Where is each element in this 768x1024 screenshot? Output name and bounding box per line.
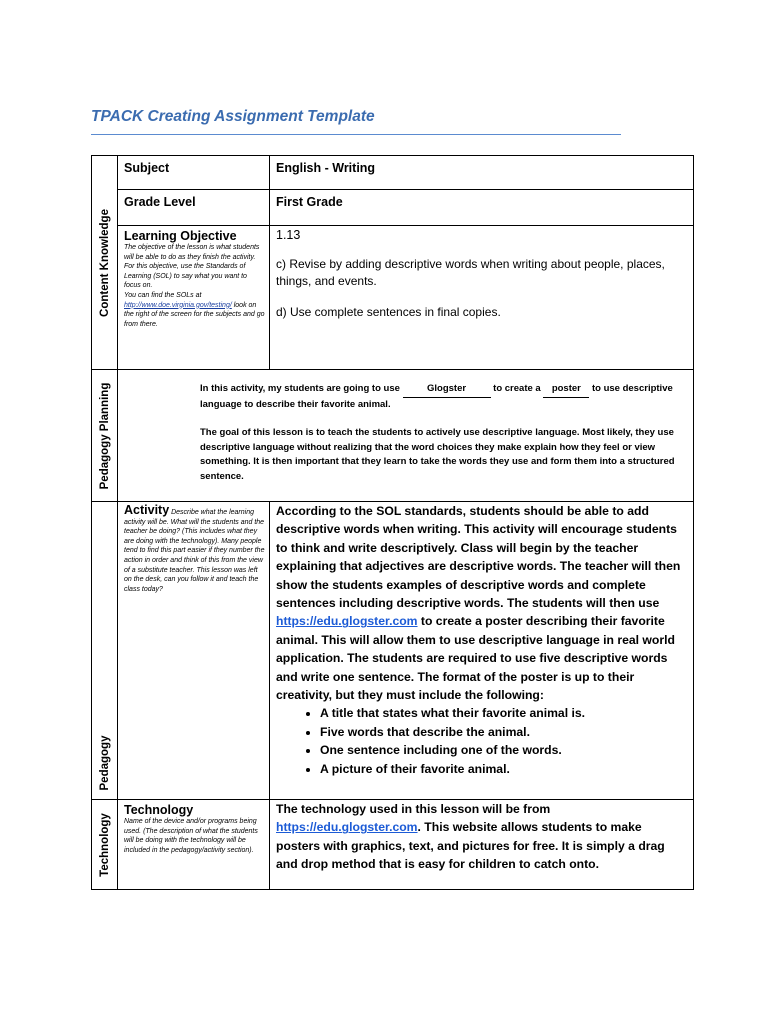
list-item: • A title that states what their favorite animal is. (320, 704, 687, 722)
planning-sentence (200, 382, 683, 412)
document-title: TPACK Creating Assignment Template (91, 108, 375, 125)
row-pedagogy-planning (92, 370, 694, 502)
objective-item-c: c) Revise by adding descriptive words when writing about people, places, things, and events. (276, 257, 665, 288)
glogster-link[interactable]: https://edu.glogster.com (276, 614, 418, 629)
list-item: • A picture of their favorite animal. (320, 760, 687, 778)
planning-cell (118, 370, 694, 502)
row-activity (92, 502, 694, 800)
objective-help-text: The objective of the lesson is what students will be able to do as they finish the activity. For this objective, use the Standards of Learning (SOL) to say what you want to focus on. (124, 244, 260, 290)
activity-help: Describe what the learning activity will be. What will the students and the teacher be doing? (This includes what they are doing with the technology). Many people tend to find this part easier if they number the action in order and think of this from the view of a substitute teacher. This lesson was left on the desk, can you follow it and teach the class today? (124, 509, 265, 593)
technology-label: Technology (124, 803, 194, 817)
section-technology (92, 800, 118, 890)
section-pedagogy-planning (92, 370, 118, 502)
section-pedagogy (92, 502, 118, 800)
row-grade-level (92, 190, 694, 226)
activity-help-block (124, 503, 265, 594)
activity-text-2: to create a poster describing their favorite animal. This will allow them to use descriptive language in real world application. The students are required to use five descriptive words and write one sentence. The format of the poster is up to their creativity, but they must include the following: (276, 614, 675, 703)
section-label: Content Knowledge (98, 208, 111, 317)
subject-label: Subject (124, 161, 170, 175)
objective-item-d: d) Use complete sentences in final copies. (276, 305, 501, 319)
sol-link[interactable]: http://www.doe.virginia.gov/testing/ (124, 301, 232, 309)
row-subject (92, 156, 694, 190)
technology-value-cell (270, 800, 694, 890)
activity-label: Activity (124, 503, 170, 517)
activity-value-cell (270, 502, 694, 800)
subject-value-cell (270, 156, 694, 190)
requirements-list (276, 704, 687, 778)
tool-blank: Glogster (403, 382, 491, 398)
objective-help-text-2: You can find the SOLs at (124, 291, 202, 299)
planning-text: to use descriptive language to describe their favorite animal. (200, 383, 673, 410)
activity-text: According to the SOL standards, students should be able to add descriptive words when writing. This activity will encourage students to think and write descriptively. Class will begin by the teacher explaining that adjectives are descriptive words. The teacher will then show the students examples of descriptive words and complete sentences including descriptive words. The students will then use (276, 504, 681, 611)
glogster-link[interactable]: https://edu.glogster.com (276, 820, 418, 835)
row-technology (92, 800, 694, 890)
technology-text: The technology used in this lesson will be from (276, 802, 551, 816)
product-blank: poster (543, 382, 589, 398)
section-content-knowledge (92, 156, 118, 370)
row-learning-objective (92, 226, 694, 370)
technology-text-2: . This website allows students to make posters with graphics, text, and pictures for free. It is simply a drag and drop method that is easy for children to catch onto. (276, 820, 665, 872)
planning-text: In this activity, my students are going to use (200, 383, 400, 394)
section-label: Technology (98, 812, 111, 877)
section-label: Pedagogy (98, 735, 111, 791)
objective-help (124, 243, 265, 329)
subject-label-cell (118, 156, 270, 190)
section-label: Pedagogy Planning (98, 382, 111, 489)
grade-value: First Grade (276, 195, 343, 209)
objective-label: Learning Objective (124, 229, 237, 243)
list-item: • One sentence including one of the words. (320, 741, 687, 759)
planning-goal: The goal of this lesson is to teach the students to actively use descriptive language. Most likely, they use descriptive language without realizing that the word choices they make explain how they feel or view something. It is then important that they learn to take the words they use and form them into a structured sentence. (200, 427, 675, 482)
objective-code: 1.13 (276, 228, 301, 242)
grade-value-cell (270, 190, 694, 226)
activity-label-cell (118, 502, 270, 800)
grade-label-cell (118, 190, 270, 226)
technology-help: Name of the device and/or programs being used. (The description of what the students will be doing with the technology will be included in the pedagogy/activity section). (124, 818, 258, 854)
technology-label-cell (118, 800, 270, 890)
subject-value: English - Writing (276, 161, 376, 175)
objective-label-cell (118, 226, 270, 370)
template-table (91, 155, 694, 890)
objective-value-cell (270, 226, 694, 370)
title-underline (91, 134, 621, 135)
grade-label: Grade Level (124, 195, 196, 209)
objective-help-text-3: look on the right of the screen for the subjects and go from there. (124, 301, 265, 328)
list-item: • Five words that describe the animal. (320, 723, 687, 741)
planning-text: to create a (493, 383, 541, 394)
